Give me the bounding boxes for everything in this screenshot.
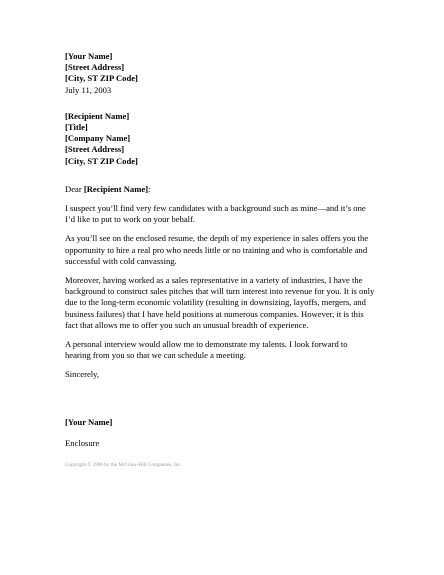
enclosure-note: Enclosure	[65, 437, 100, 448]
recipient-city: [City, ST ZIP Code]	[65, 155, 138, 166]
salutation-name: [Recipient Name]	[83, 183, 149, 194]
recipient-street: [Street Address]	[65, 144, 125, 155]
sender-name: [Your Name]	[65, 51, 113, 61]
sender-street: [Street Address]	[65, 62, 125, 73]
recipient-name: [Recipient Name]	[65, 110, 130, 121]
salutation	[65, 184, 407, 195]
paragraph-line: A personal interview would allow me to demonstrate my talents. I look forward to	[65, 339, 348, 350]
paragraph-line: background to construct sales pitches that will turn interest into revenue for you. It is only	[65, 286, 375, 297]
paragraph-line: business failures) that I have held positions at numerous companies. However, it is this	[65, 308, 364, 319]
paragraph-line: successful with cold canvassing.	[65, 255, 177, 266]
salutation-suffix: :	[148, 183, 151, 194]
letter-date: July 11, 2003	[65, 84, 112, 95]
paragraph-line: I’d like to put to work on your behalf.	[65, 214, 196, 225]
recipient-title: [Title]	[65, 122, 88, 133]
paragraph-line: hearing from you so that we can schedule a meeting.	[65, 350, 246, 361]
sender-city: [City, ST ZIP Code]	[65, 73, 138, 84]
paragraph-4	[65, 339, 407, 361]
sender-address	[65, 51, 407, 96]
paragraph-line: I suspect you’ll find very few candidates with a background such as mine—and it’s one	[65, 203, 366, 214]
paragraph-1	[65, 203, 407, 225]
salutation-prefix: Dear	[65, 183, 84, 194]
paragraph-line: fact that allows me to offer you such an unusual breadth of experience.	[65, 319, 309, 330]
paragraph-line: opportunity to hire a real pro who needs little or no training and who is comfortable and	[65, 244, 368, 255]
paragraph-line: Moreover, having worked as a sales representative in a variety of industries, I have the	[65, 275, 363, 286]
closing: Sincerely,	[65, 369, 100, 380]
paragraph-2	[65, 233, 407, 267]
signature-name: [Your Name]	[65, 416, 113, 427]
paragraph-line: due to the long-term economic volatility (resulting in downsizing, layoffs, mergers, and	[65, 297, 366, 308]
copyright-notice: Copyright © 1996 by the McGraw-Hill Companies, Inc.	[65, 462, 182, 469]
letter-body	[65, 51, 407, 469]
paragraph-3	[65, 275, 407, 331]
paragraph-line: As you’ll see on the enclosed resume, the depth of my experience in sales offers you the	[65, 233, 369, 244]
recipient-company: [Company Name]	[65, 133, 131, 144]
recipient-address	[65, 111, 407, 167]
